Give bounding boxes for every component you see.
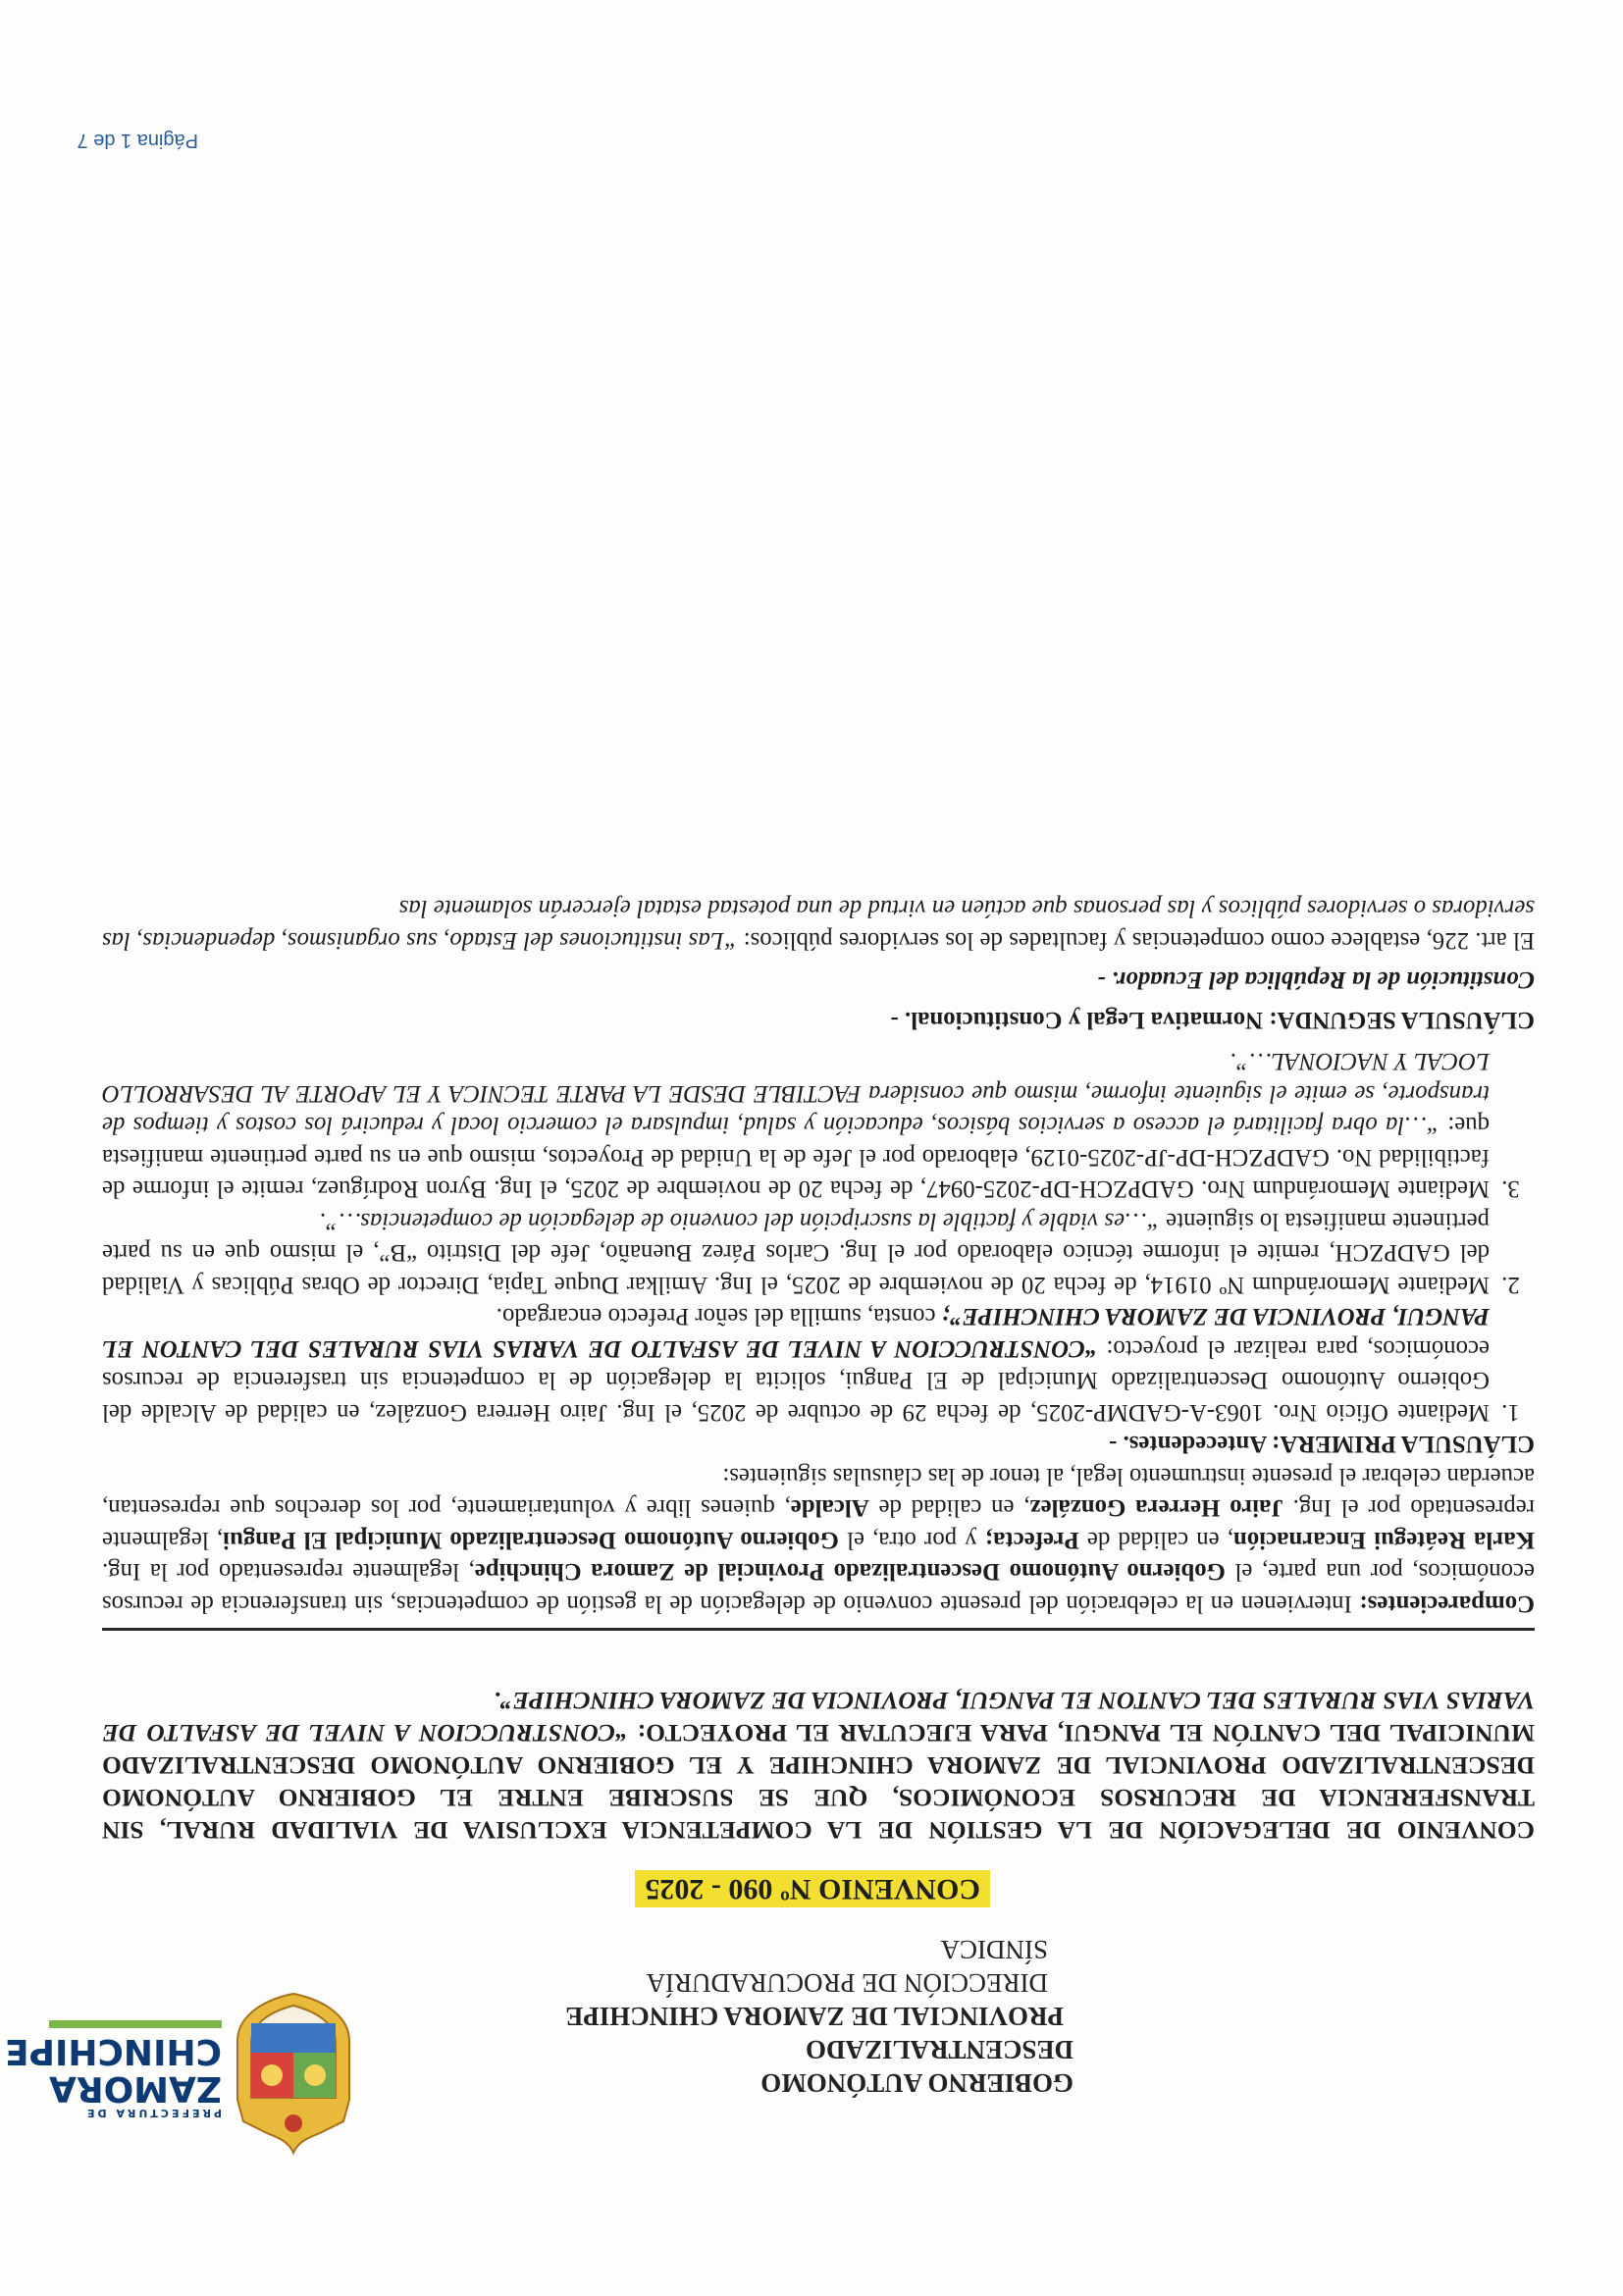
- title-bold: CONVENIO DE DELEGACIÓN DE LA GESTIÓN DE LA COMPETENCIA EXCLUSIVA DE VIALIDAD RURAL, SIN TRANSFERENCIA DE RECURSOS ECONÓMICOS, QUE SE SUSCRIBE ENTRE EL GOBIERNO AUTÓNOMO DESCENTRALIZADO PROVINCIAL DE ZAMORA CHINCHIPE Y EL GOBIERNO AUTÓNOMO DESCENTRALIZADO MUNICIPAL DEL CANTÓN EL PANGUI, PARA EJECUTAR EL PROYECTO:: [102, 1719, 1535, 1845]
- quote-italic: “…la obra facilitará el acceso a servicios básicos, educación y salud, impulsara el comercio local y reducirá los costos y tiempos de transporte, se emite el siguiente informe, mismo que considera FACTIBLE DESDE LA PARTE TECNICA Y EL APORTE AL DESARROLLO LOCAL Y NACIONAL…”.: [102, 1048, 1490, 1139]
- shield-emblem-icon: [230, 1992, 357, 2159]
- text-run: y por otra, el: [838, 1527, 985, 1553]
- document-title: [102, 1685, 1535, 1847]
- prefecta-name: Karla Reátegui Encarnación: [1233, 1527, 1535, 1553]
- logo-line-1: ZAMORA: [49, 2068, 222, 2109]
- clausula-segunda-title: CLÁUSULA SEGUNDA: Normativa Legal y Constitucional. -: [890, 1007, 1535, 1033]
- text-run: Intervienen en la celebración del presente convenio de delegación de la gestión de competencias, sin transferencia de recursos económicos, por una parte, el: [102, 1558, 1535, 1617]
- alcalde-name: Jairo Herrera González: [1029, 1494, 1283, 1522]
- logo-wordmark: [5, 2020, 222, 2119]
- text-run: Mediante Oficio Nro. 1063-A-GADMP-2025, de fecha 29 de octubre de 2025, el Ing. Jairo Herrera González, en calidad de Alcalde del Gobierno Autónomo Descentralizado Municipal de El Pangui, solicita la delegación de la competencia sin trasferencia de recursos económicos, para realizar el proyecto:: [102, 1335, 1490, 1426]
- text-run: , legalmente representado por la Ing.: [102, 1558, 475, 1586]
- constitucion-subtitle: Constitución de la República del Ecuador. -: [1097, 966, 1535, 994]
- art-226-paragraph: [102, 892, 1535, 956]
- institution-line-3: DIRECCIÓN DE PROCURADURÍA SÍNDICA: [647, 1935, 1048, 1998]
- comparecientes-paragraph: [102, 1460, 1535, 1620]
- text-run: , quienes libre y voluntariamente, por los derechos que representan, acuerdan celebrar el presente instrumento legal, al tenor de las cláusulas siguientes:: [102, 1463, 1535, 1522]
- text-run: Mediante Memorándum Nro. GADPZCH-DP-2025-0947, de fecha 20 de noviembre de 2025, el Ing. Byron Rodríguez, remite el informe de factibilidad No. GADPZCH-DP-JP-2025-0129, elaborado por el Jefe de la Unidad de Proyectos, mismo que en su parte pertinente manifiesta que:: [102, 1112, 1490, 1203]
- title-divider: [102, 1628, 1535, 1631]
- comparecientes-label: Comparecientes:: [1359, 1591, 1535, 1617]
- text-run: , en calidad de: [1078, 1527, 1234, 1553]
- clausula-primera-title: CLÁUSULA PRIMERA: Antecedentes. -: [1109, 1431, 1535, 1458]
- quote-italic: “…es viable y factible la suscripción del convenio de delegación de competencias…”.: [319, 1208, 1160, 1234]
- prefectura-logo: [5, 1962, 357, 2159]
- quote-italic: “Las instituciones del Estado, sus organismos, dependencias, las servidoras o servidores públicos y las personas que actúen en virtud de una potestad estatal ejercerán solamente las: [102, 895, 1535, 954]
- document-body: [102, 892, 1535, 1619]
- convenio-number: CONVENIO Nº 090 - 2025: [635, 1870, 990, 1907]
- title-project-italic: “CONSTRUCCION A NIVEL DE ASFALTO DE VARIAS VIAS RURALES DEL CANTON EL PANGUI, PROVINCIA DE ZAMORA CHINCHIPE”.: [102, 1687, 1535, 1748]
- logo-line-2: CHINCHIPE: [5, 2031, 222, 2071]
- party-2-name: Gobierno Autónomo Descentralizado Municipal El Pangui: [223, 1527, 839, 1553]
- logo-green-bar: [49, 2020, 222, 2028]
- text-run: El art. 226, establece como competencias y facultades de los servidores públicos:: [737, 927, 1535, 954]
- prefecta-role: Prefecta;: [984, 1527, 1079, 1553]
- project-name-bold-italic: “CONSTRUCCION A NIVEL DE ASFALTO DE VARIAS VIAS RURALES DEL CANTON EL PANGUI, PROVINCIA DE ZAMORA CHINCHIPE”;: [102, 1303, 1490, 1362]
- text-run: , legalmente representado por el Ing.: [102, 1494, 1535, 1553]
- party-1-name: Gobierno Autónomo Descentralizado Provincial de Zamora Chinchipe: [474, 1558, 1226, 1586]
- antecedente-item-1: [102, 1300, 1495, 1428]
- text-run: , en calidad de: [868, 1494, 1030, 1522]
- page-number: Página 1 de 7: [77, 130, 198, 151]
- antecedente-item-3: [102, 1045, 1495, 1205]
- institution-line-1: GOBIERNO AUTÓNOMO DESCENTRALIZADO: [760, 2035, 1073, 2098]
- text-run: consta, sumilla del señor Prefecto encargado.: [496, 1303, 942, 1331]
- logo-small-text: PREFECTURA DE: [83, 2107, 222, 2119]
- institution-header: [563, 1933, 1073, 2100]
- institution-line-2: PROVINCIAL DE ZAMORA CHINCHIPE: [565, 2002, 1064, 2031]
- antecedentes-list: [102, 1045, 1535, 1428]
- antecedente-item-2: [102, 1205, 1495, 1301]
- text-run: Mediante Memorándum Nº 01914, de fecha 20 de noviembre de 2025, el Ing. Amilkar Duque Tapia, Director de Obras Públicas y Vialidad del GADPZCH, remite el informe técnico elaborado por el Ing. Carlos Párez Buenaño, Jefe del Distrito “B”, el mismo que en su parte pertinente manifiesta lo siguiente: [102, 1208, 1490, 1298]
- alcalde-role: Alcalde: [790, 1494, 869, 1522]
